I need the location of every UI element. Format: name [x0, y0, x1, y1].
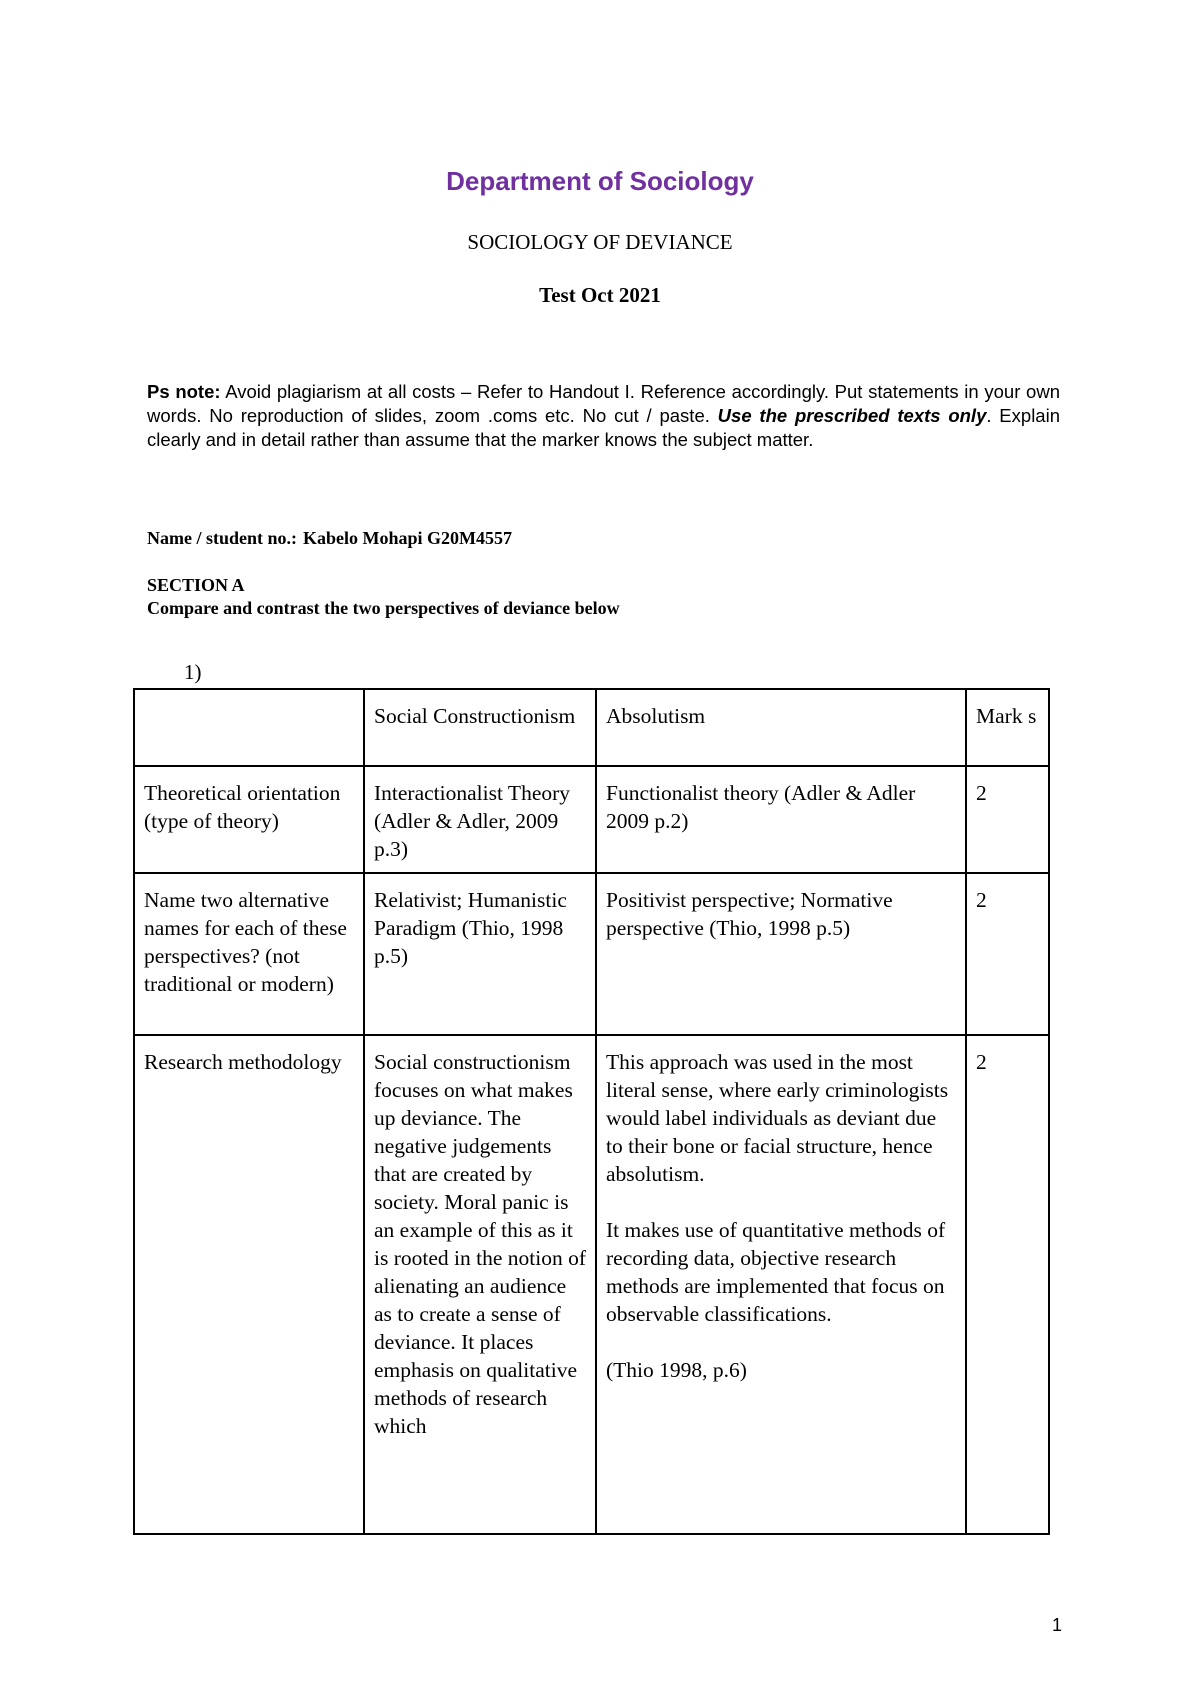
- note-text-1: Avoid plagiarism at all costs – Refer to Handout I. Reference accordingly. Put statements in your own words. No reproduction of slides, zoom .coms etc. No cut / paste.: [147, 381, 1060, 426]
- row-label: Theoretical orientation (type of theory): [134, 766, 364, 873]
- row-label: Name two alternative names for each of these perspectives? (not traditional or modern): [134, 873, 364, 1035]
- section-instruction: Compare and contrast the two perspectives of deviance below: [147, 598, 620, 618]
- absolutism-cell: [596, 873, 966, 1035]
- table-row: [134, 1035, 1049, 1534]
- note-text-2: . Explain clearly and in detail rather than assume that the marker knows the subject matter.: [147, 405, 1060, 450]
- header-cell-marks: Mark s: [966, 689, 1049, 766]
- header-cell-absolutism: Absolutism: [596, 689, 966, 766]
- social-cell: [364, 873, 596, 1035]
- cell-paragraph: Relativist; Humanistic Paradigm (Thio, 1998 p.5): [374, 888, 567, 968]
- marks-cell: 2: [966, 873, 1049, 1035]
- question-number: 1): [184, 660, 202, 684]
- student-value: Kabelo Mohapi G20M4557: [303, 528, 513, 548]
- comparison-table: [133, 688, 1050, 1535]
- absolutism-cell: [596, 766, 966, 873]
- table-row: [134, 766, 1049, 873]
- course-title: SOCIOLOGY OF DEVIANCE: [467, 230, 733, 254]
- department-title: Department of Sociology: [446, 166, 754, 196]
- header-cell-social: Social Constructionism: [364, 689, 596, 766]
- note-emphasis: Use the prescribed texts only: [717, 405, 987, 426]
- cell-paragraph: It makes use of quantitative methods of recording data, objective research methods are implemented that focus on observable classifications.: [606, 1218, 946, 1326]
- social-cell: [364, 1035, 596, 1534]
- table-header-row: [134, 689, 1049, 766]
- cell-paragraph: Positivist perspective; Normative perspective (Thio, 1998 p.5): [606, 888, 893, 940]
- student-line: [147, 528, 512, 549]
- cell-paragraph: Interactionalist Theory (Adler & Adler, 2009 p.3): [374, 781, 571, 861]
- section-title: SECTION A: [147, 575, 245, 595]
- social-cell: [364, 766, 596, 873]
- marks-cell: 2: [966, 766, 1049, 873]
- absolutism-cell: [596, 1035, 966, 1534]
- row-label: Research methodology: [134, 1035, 364, 1534]
- marks-cell: 2: [966, 1035, 1049, 1534]
- plagiarism-note: [147, 380, 1060, 452]
- note-label: Ps note:: [147, 381, 221, 402]
- cell-paragraph: (Thio 1998, p.6): [606, 1358, 747, 1382]
- student-label: Name / student no.:: [147, 528, 298, 548]
- header-cell-empty: [134, 689, 364, 766]
- cell-paragraph: Functionalist theory (Adler & Adler 2009 p.2): [606, 781, 916, 833]
- cell-paragraph: This approach was used in the most literal sense, where early criminologists would label individuals as deviant due to their bone or facial structure, hence absolutism.: [606, 1050, 949, 1186]
- page-number: 1: [1052, 1615, 1063, 1635]
- cell-paragraph: Social constructionism focuses on what makes up deviance. The negative judgements that are created by society. Moral panic is an example of this as it is rooted in the notion of alienating an audience as to create a sense of deviance. It places emphasis on qualitative methods of research which: [374, 1050, 586, 1438]
- table-row: [134, 873, 1049, 1035]
- test-title: Test Oct 2021: [539, 283, 661, 307]
